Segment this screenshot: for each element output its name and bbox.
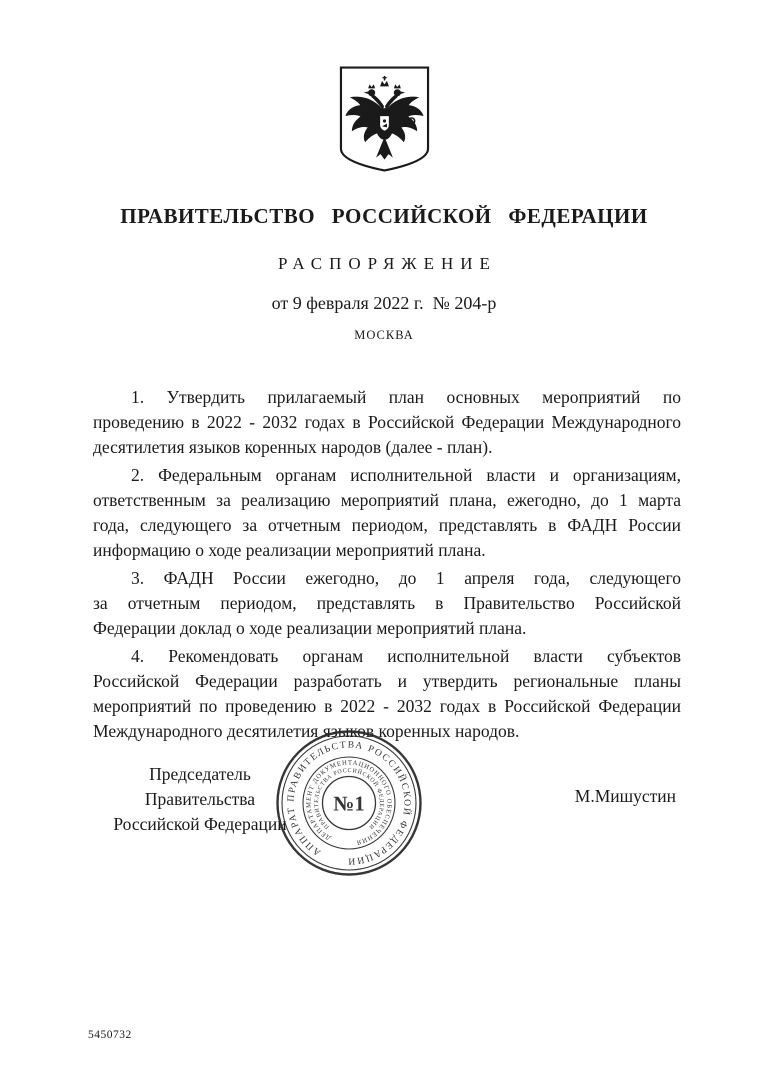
paragraph-line: Российской Федерации разработать и утвердить региональные планы (93, 671, 681, 691)
footer-document-id: 5450732 (88, 1029, 132, 1041)
paragraph-line: проведению в 2022 - 2032 годах в Российской Федерации Международного (93, 412, 681, 432)
paragraph (93, 644, 681, 744)
paragraph-line: года, следующего за отчетным периодом, представлять в ФАДН России (93, 515, 681, 535)
stamp-center-number: №1 (333, 791, 365, 816)
organization-title: ПРАВИТЕЛЬСТВО РОССИЙСКОЙ ФЕДЕРАЦИИ (120, 204, 648, 228)
paragraph-line: Федерации доклад о ходе реализации мероприятий плана. (93, 618, 527, 638)
city-label: МОСКВА (354, 328, 414, 342)
paragraph-line: десятилетия языков коренных народов (далее - план). (93, 437, 493, 457)
paragraph-line: Международного десятилетия языков коренных народов. (93, 721, 520, 741)
paragraph-line: 2. Федеральным органам исполнительной власти и организациям, (131, 465, 681, 485)
date-and-number-line: от 9 февраля 2022 г. № 204-р (271, 293, 497, 313)
stamp-middle-ring-text: ДЕПАРТАМЕНТ ДОКУМЕНТАЦИОННОГО ОБЕСПЕЧЕНИЯ (305, 759, 393, 846)
svg-text:ДЕПАРТАМЕНТ ДОКУМЕНТАЦИОННОГО (290, 744, 408, 862)
signatory-position-line1: Председатель Правительства (144, 764, 256, 809)
svg-text:ПРАВИТЕЛЬСТВА РОССИЙСКОЙ ФЕДЕР (300, 753, 400, 853)
paragraph (93, 385, 681, 460)
document-type-title: РАСПОРЯЖЕНИЕ (278, 254, 497, 273)
stamp-outer-ring-text: АППАРАТ ПРАВИТЕЛЬСТВА РОССИЙСКОЙ ФЕДЕРАЦИИ (285, 739, 413, 867)
stamp-inner-ring-text: ПРАВИТЕЛЬСТВА РОССИЙСКОЙ ФЕДЕРАЦИИ (313, 767, 385, 831)
signatory-position-line2: Российской Федерации (113, 814, 287, 834)
paragraph (93, 463, 681, 563)
paragraph-line: за отчетным периодом, представлять в Правительство Российской (93, 593, 681, 613)
paragraph-line: 3. ФАДН России ежегодно, до 1 апреля года, следующего (131, 568, 681, 588)
paragraph-line: 4. Рекомендовать органам исполнительной власти субъектов (131, 646, 681, 666)
signatory-name: М.Мишустин (574, 786, 676, 806)
russia-coat-of-arms-icon (337, 63, 432, 176)
document-body (93, 385, 681, 747)
paragraph-line: информацию о ходе реализации мероприятий плана. (93, 540, 486, 560)
paragraph (93, 566, 681, 641)
paragraph-line: ответственным за реализацию мероприятий плана, ежегодно, до 1 марта (93, 490, 681, 510)
chest-shield-icon (380, 116, 390, 132)
paragraph-line: мероприятий по проведению в 2022 - 2032 годах в Российской Федерации (93, 696, 681, 716)
signatory-position (93, 762, 307, 837)
paragraph-line: 1. Утвердить прилагаемый план основных мероприятий по (131, 387, 681, 407)
